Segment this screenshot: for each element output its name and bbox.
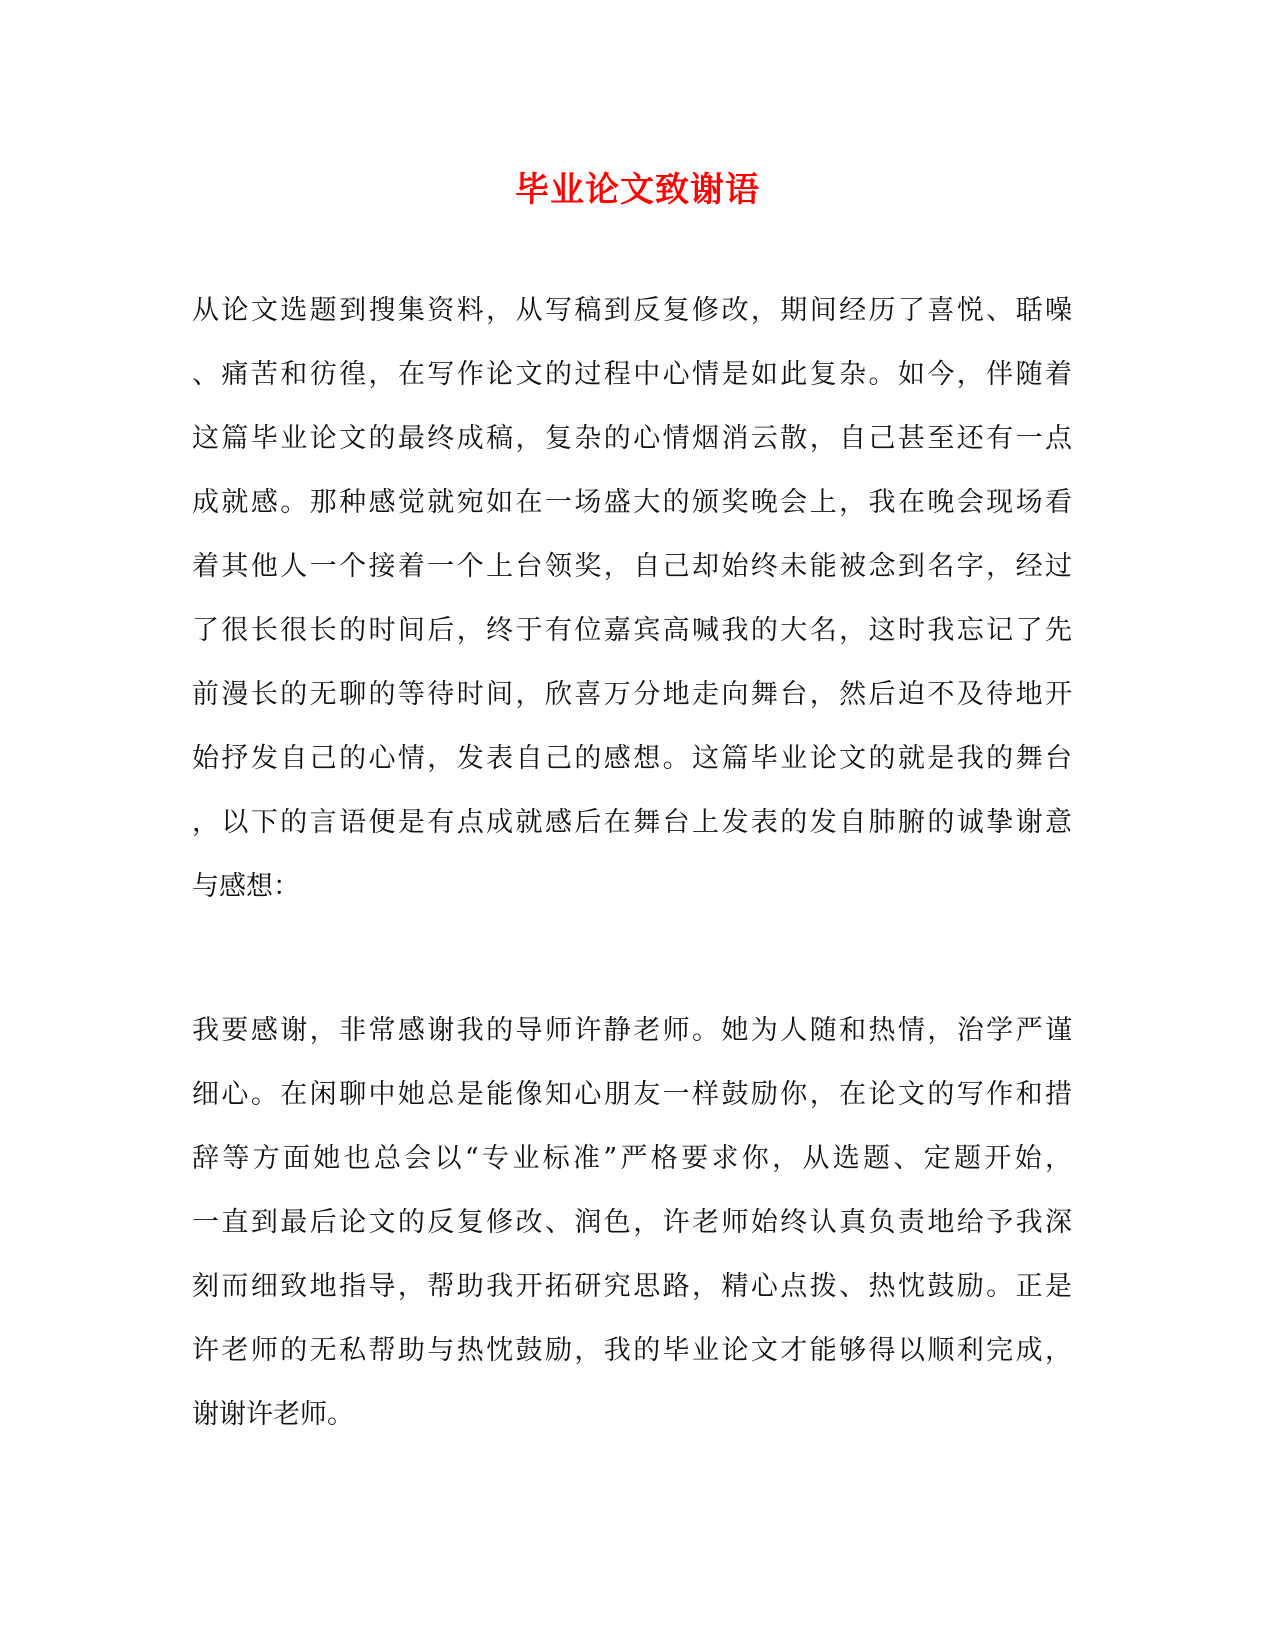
paragraph-line: 一直到最后论文的反复修改、润色，许老师始终认真负责地给予我深 xyxy=(192,1207,1072,1238)
paragraph-line: ，以下的言语便是有点成就感后在舞台上发表的发自肺腑的诚挚谢意 xyxy=(192,807,1072,838)
paragraph-line: 、痛苦和彷徨，在写作论文的过程中心情是如此复杂。如今，伴随着 xyxy=(192,359,1072,390)
paragraph-line: 着其他人一个接着一个上台领奖，自己却始终未能被念到名字，经过 xyxy=(192,551,1072,582)
paragraph-intro xyxy=(192,279,1072,919)
paragraph-line: 这篇毕业论文的最终成稿，复杂的心情烟消云散，自己甚至还有一点 xyxy=(192,423,1072,454)
paragraph-line: 成就感。那种感觉就宛如在一场盛大的颁奖晚会上，我在晚会现场看 xyxy=(192,487,1072,518)
paragraph-line: 始抒发自己的心情，发表自己的感想。这篇毕业论文的就是我的舞台 xyxy=(192,743,1072,774)
paragraph-thanks-advisor xyxy=(192,999,1072,1447)
paragraph-line: 前漫长的无聊的等待时间，欣喜万分地走向舞台，然后迫不及待地开 xyxy=(192,679,1072,710)
paragraph-line: 许老师的无私帮助与热忱鼓励，我的毕业论文才能够得以顺利完成， xyxy=(192,1335,1072,1366)
paragraph-line: 从论文选题到搜集资料，从写稿到反复修改，期间经历了喜悦、聒噪 xyxy=(192,295,1072,326)
paragraph-line: 细心。在闲聊中她总是能像知心朋友一样鼓励你，在论文的写作和措 xyxy=(192,1079,1072,1110)
paragraph-line: 了很长很长的时间后，终于有位嘉宾高喊我的大名，这时我忘记了先 xyxy=(192,615,1072,646)
paragraph-line: 我要感谢，非常感谢我的导师许静老师。她为人随和热情，治学严谨 xyxy=(192,1015,1072,1046)
paragraph-line: 辞等方面她也总会以“专业标准”严格要求你，从选题、定题开始， xyxy=(192,1143,1072,1174)
page-title: 毕业论文致谢语 xyxy=(515,170,760,210)
paragraph-line: 刻而细致地指导，帮助我开拓研究思路，精心点拨、热忱鼓励。正是 xyxy=(192,1271,1072,1302)
paragraph-line: 谢谢许老师。 xyxy=(192,1399,354,1430)
paragraph-line: 与感想： xyxy=(192,871,300,902)
